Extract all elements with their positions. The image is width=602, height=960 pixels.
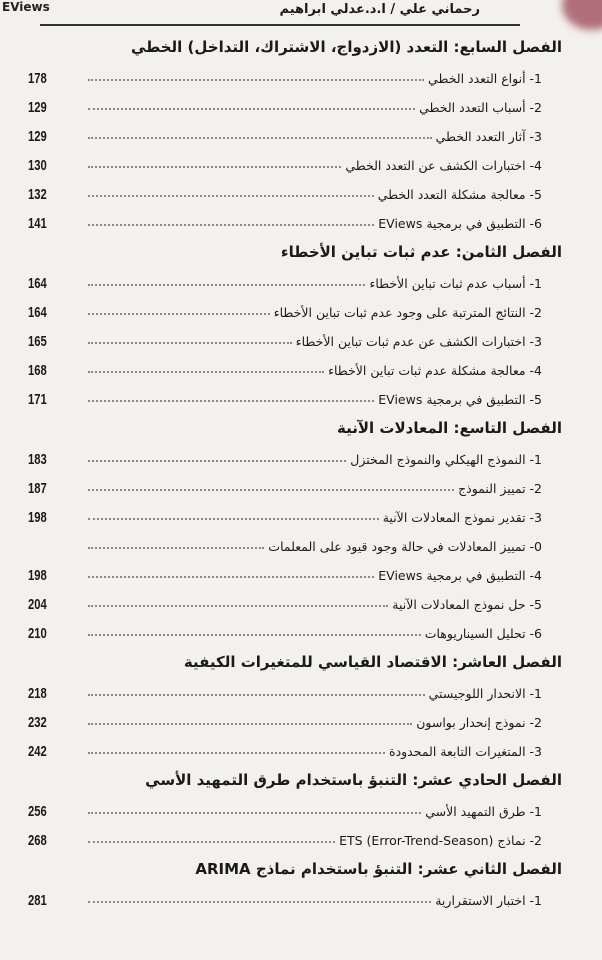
toc-entry <box>28 564 542 586</box>
entry-label: 1- الانحدار اللوجيستي <box>428 685 542 701</box>
dot-leader <box>88 276 365 286</box>
entry-label: 1- أنواع التعدد الخطي <box>428 70 542 86</box>
dot-leader <box>88 597 388 607</box>
dot-leader <box>88 744 385 754</box>
entry-label: 3- آثار التعدد الخطي <box>435 128 542 144</box>
page-number: 183 <box>28 450 47 468</box>
page-number: 132 <box>28 185 47 203</box>
entry-label: 3- تقدير نموذج المعادلات الآنية <box>382 509 542 525</box>
page-number: 218 <box>28 684 47 702</box>
toc-entry <box>28 682 542 704</box>
entry-label: 4- التطبيق في برمجية EViews <box>378 567 542 583</box>
page-number: 164 <box>28 274 47 292</box>
toc-entry <box>28 154 542 176</box>
dot-leader <box>88 452 346 462</box>
toc-entry <box>28 829 542 851</box>
toc-entry <box>28 477 542 499</box>
toc-entry <box>28 740 542 762</box>
dot-leader <box>88 568 374 578</box>
toc-entry <box>28 593 542 615</box>
page-number: 204 <box>28 595 47 613</box>
page-number: 168 <box>28 361 47 379</box>
entry-label: 2- نماذج ETS (Error-Trend-Season) <box>339 832 542 848</box>
dot-leader <box>88 363 324 373</box>
page-number: 171 <box>28 390 47 408</box>
toc-entry <box>28 535 542 557</box>
dot-leader <box>88 539 264 549</box>
page-number: 256 <box>28 802 47 820</box>
author-header: رحماني علي / ا.د.عدلي ابراهيم <box>279 2 480 17</box>
page-number: 198 <box>28 508 47 526</box>
entry-label: 6- التطبيق في برمجية EViews <box>378 215 542 231</box>
page-number: 210 <box>28 624 47 642</box>
dot-leader <box>88 187 374 197</box>
entry-label: 2- أسباب التعدد الخطي <box>419 99 542 115</box>
photo-corner <box>562 0 602 30</box>
page-number: 232 <box>28 713 47 731</box>
chapter-heading: الفصل الثامن: عدم ثبات تباين الأخطاء <box>280 243 562 261</box>
dot-leader <box>88 129 432 139</box>
entry-label: 4- اختبارات الكشف عن التعدد الخطي <box>345 157 542 173</box>
page-number: 129 <box>28 98 47 116</box>
dot-leader <box>88 158 341 168</box>
page-number: 268 <box>28 831 47 849</box>
entry-label: 2- تمييز النموذج <box>458 480 542 496</box>
chapter-heading: الفصل الثاني عشر: التنبؤ باستخدام نماذج ARIMA <box>195 860 562 878</box>
dot-leader <box>88 893 431 903</box>
toc-entry <box>28 272 542 294</box>
toc-entry <box>28 889 542 911</box>
entry-label: 3- المتغيرات التابعة المحدودة <box>389 743 542 759</box>
entry-label: 1- النموذج الهيكلي والنموذج المختزل <box>350 451 542 467</box>
dot-leader <box>88 100 415 110</box>
entry-label: 2- النتائج المترتبة على وجود عدم ثبات تباين الأخطاء <box>273 304 542 320</box>
entry-label: 6- تحليل السيناريوهات <box>424 625 542 641</box>
dot-leader <box>88 334 292 344</box>
entry-label: 2- نموذج إنحدار بواسون <box>416 714 542 730</box>
toc-entry <box>28 330 542 352</box>
entry-label: 5- حل نموذج المعادلات الآنية <box>392 596 542 612</box>
running-title: EViews <box>2 0 50 14</box>
dot-leader <box>88 686 425 696</box>
toc-entry <box>28 125 542 147</box>
entry-label: 0- تمييز المعادلات في حالة وجود قيود على المعلمات <box>268 538 542 554</box>
dot-leader <box>88 216 374 226</box>
toc-entry <box>28 96 542 118</box>
chapter-heading: الفصل التاسع: المعادلات الآنية <box>337 419 562 437</box>
page-number: 165 <box>28 332 47 350</box>
chapter-heading: الفصل الحادي عشر: التنبؤ باستخدام طرق التمهيد الأسي <box>145 771 562 789</box>
dot-leader <box>88 510 379 520</box>
page-number: 130 <box>28 156 47 174</box>
toc-entry <box>28 67 542 89</box>
toc-entry <box>28 359 542 381</box>
toc-entry <box>28 711 542 733</box>
toc-entry <box>28 212 542 234</box>
toc-entry <box>28 448 542 470</box>
page-number: 129 <box>28 127 47 145</box>
page-number: 242 <box>28 742 47 760</box>
page-number: 178 <box>28 69 47 87</box>
toc-entry <box>28 622 542 644</box>
chapter-heading: الفصل السابع: التعدد (الازدواج، الاشتراك، التداخل) الخطي <box>130 38 562 56</box>
toc-entry <box>28 301 542 323</box>
entry-label: 1- أسباب عدم ثبات تباين الأخطاء <box>369 275 542 291</box>
toc-entry <box>28 800 542 822</box>
entry-label: 1- طرق التمهيد الأسي <box>425 803 542 819</box>
dot-leader <box>88 481 454 491</box>
dot-leader <box>88 305 270 315</box>
entry-label: 5- التطبيق في برمجية EViews <box>378 391 542 407</box>
dot-leader <box>88 715 412 725</box>
toc-entry <box>28 388 542 410</box>
page-number: 187 <box>28 479 47 497</box>
page-number: 141 <box>28 214 47 232</box>
toc-entry <box>28 506 542 528</box>
page-number: 164 <box>28 303 47 321</box>
chapter-heading: الفصل العاشر: الاقتصاد القياسي للمتغيرات الكيفية <box>183 653 562 671</box>
toc-entry <box>28 183 542 205</box>
entry-label: 4- معالجة مشكلة عدم ثبات تباين الأخطاء <box>328 362 542 378</box>
dot-leader <box>88 71 424 81</box>
dot-leader <box>88 626 421 636</box>
entry-label: 1- اختبار الاستقرارية <box>435 892 542 908</box>
page-number: 198 <box>28 566 47 584</box>
header-rule <box>40 24 520 26</box>
entry-label: 3- اختبارات الكشف عن عدم ثبات تباين الأخطاء <box>295 333 542 349</box>
dot-leader <box>88 833 335 843</box>
entry-label: 5- معالجة مشكلة التعدد الخطي <box>377 186 542 202</box>
page-number: 281 <box>28 891 47 909</box>
dot-leader <box>88 804 421 814</box>
dot-leader <box>88 392 374 402</box>
